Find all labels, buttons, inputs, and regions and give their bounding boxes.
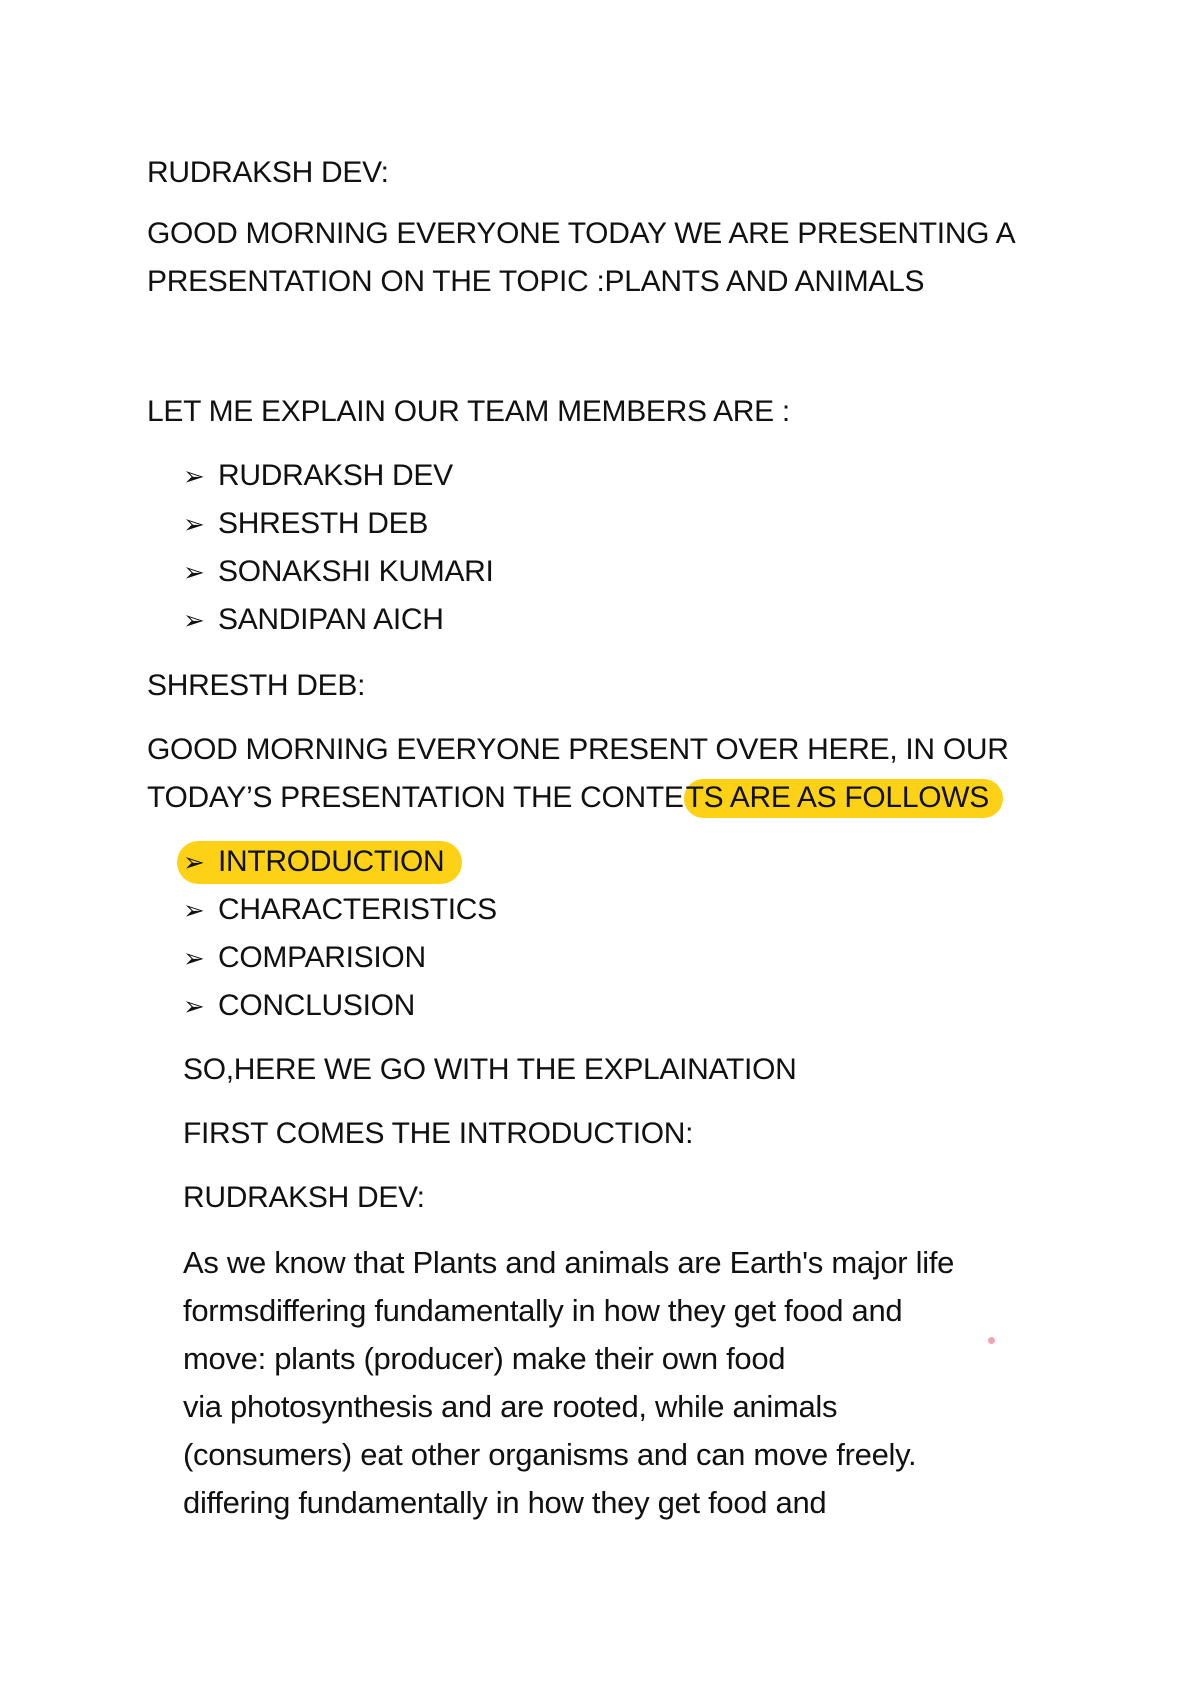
- arrow-bullet-icon: ➢: [183, 462, 205, 492]
- arrow-bullet-icon: ➢: [183, 606, 205, 636]
- team-member-name: SONAKSHI KUMARI: [218, 555, 494, 588]
- contents-item: [183, 890, 497, 931]
- team-member-item: [183, 552, 494, 593]
- contents-line-2-plain: TODAY’S PRESENTATION THE CONTE: [147, 781, 684, 814]
- contents-item-label: COMPARISION: [218, 941, 426, 974]
- intro-line-1: GOOD MORNING EVERYONE TODAY WE ARE PRESENTING A: [147, 217, 1016, 250]
- paragraph-line: via photosynthesis and are rooted, while animals: [183, 1389, 838, 1424]
- contents-line-1: GOOD MORNING EVERYONE PRESENT OVER HERE, IN OUR: [147, 733, 1009, 766]
- speaker-label: RUDRAKSH DEV:: [147, 156, 389, 189]
- contents-item-label: INTRODUCTION: [218, 845, 445, 878]
- paragraph-line: differing fundamentally in how they get food and: [183, 1485, 827, 1520]
- paragraph-line: move: plants (producer) make their own food: [183, 1341, 786, 1376]
- team-member-item: [183, 600, 444, 641]
- arrow-bullet-icon: ➢: [183, 848, 205, 878]
- arrow-bullet-icon: ➢: [183, 992, 205, 1022]
- speaker-label: RUDRAKSH DEV:: [183, 1181, 425, 1214]
- team-member-item: [183, 456, 453, 497]
- highlighted-text: TS ARE AS FOLLOWS: [684, 779, 1003, 818]
- arrow-bullet-icon: ➢: [183, 944, 205, 974]
- team-member-name: SANDIPAN AICH: [218, 603, 444, 636]
- team-member-item: [183, 504, 428, 545]
- contents-line-2: [147, 778, 1003, 818]
- contents-item: [183, 842, 462, 883]
- paragraph-line: As we know that Plants and animals are Earth's major life: [183, 1245, 955, 1280]
- intro-line-2: PRESENTATION ON THE TOPIC :PLANTS AND ANIMALS: [147, 265, 925, 298]
- contents-item-label: CONCLUSION: [218, 989, 416, 1022]
- first-line: FIRST COMES THE INTRODUCTION:: [183, 1117, 694, 1150]
- arrow-bullet-icon: ➢: [183, 510, 205, 540]
- contents-item: [183, 938, 426, 979]
- go-line: SO,HERE WE GO WITH THE EXPLAINATION: [183, 1053, 797, 1086]
- arrow-bullet-icon: ➢: [183, 896, 205, 926]
- paragraph-line: (consumers) eat other organisms and can move freely.: [183, 1437, 917, 1472]
- stray-mark: [988, 1337, 995, 1344]
- contents-item: [183, 986, 415, 1027]
- highlighted-item: [177, 841, 462, 884]
- contents-item-label: CHARACTERISTICS: [218, 893, 497, 926]
- team-member-name: SHRESTH DEB: [218, 507, 429, 540]
- intro-paragraph: [183, 1239, 1063, 1527]
- paragraph-line: formsdiffering fundamentally in how they get food and: [183, 1293, 903, 1328]
- team-member-name: RUDRAKSH DEV: [218, 459, 453, 492]
- speaker-label: SHRESTH DEB:: [147, 669, 366, 702]
- team-heading: LET ME EXPLAIN OUR TEAM MEMBERS ARE :: [147, 395, 790, 428]
- arrow-bullet-icon: ➢: [183, 558, 205, 588]
